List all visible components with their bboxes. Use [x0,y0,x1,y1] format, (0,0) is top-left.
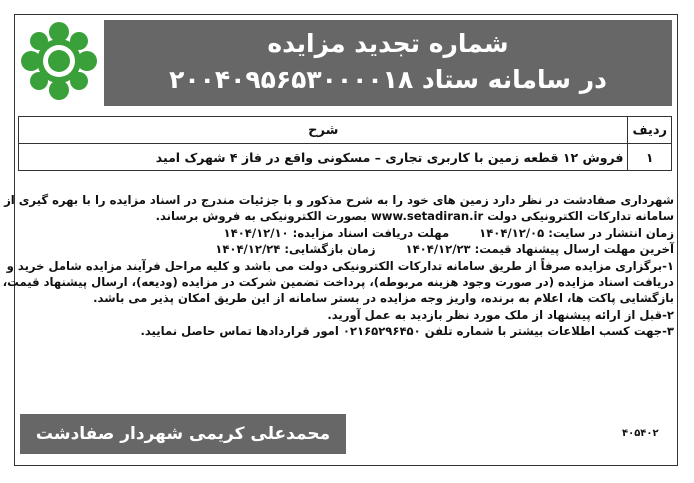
items-table [18,116,672,171]
publish-date: زمان انتشار در سایت: ۱۴۰۴/۱۲/۰۵ [479,225,674,240]
column-header-index: ردیف [628,117,672,144]
row-index: ۱ [628,144,672,171]
bid-deadline: آخرین مهلت ارسال پیشنهاد قیمت: ۱۴۰۴/۱۲/۲۳ [405,242,674,257]
row-description: فروش ۱۲ قطعه زمین با کاربری تجاری – مسکونی واقع در فاز ۴ شهرک امید [19,144,628,171]
note-3: ۳-جهت کسب اطلاعات بیشتر با شماره تلفن ۰۲۱۶۵۲۹۶۴۵۰ امور قراردادها تماس حاصل نمایید. [140,324,674,339]
table-header-row [19,117,672,144]
notice-code: ۴۰۵۴۰۲ [622,428,659,439]
title-banner [104,20,672,106]
dates-row-1 [20,225,674,241]
intro-line-1: شهرداری صفادشت در نظر دارد زمین های خود را به شرح مذکور و با جزئیات مندرج در اسناد مزایده را با بهره گیری از [4,193,674,207]
municipality-logo [18,18,100,104]
note-1-line-2: دریافت اسناد مزایده (در صورت وجود هزینه مربوطه)، پرداخت تضمین شرکت در مزایده (ودیعه)، ارسال پیشنهاد قیمت، [2,275,674,290]
column-header-description: شرح [19,117,628,144]
intro-line-2: سامانه تدارکات الکترونیکی دولت www.setadiran.ir بصورت الکترونیکی به فروش برساند. [155,209,674,224]
signature-banner: محمدعلی کریمی شهردار صفادشت [20,414,346,454]
note-2: ۲-قبل از ارائه پیشنهاد از ملک مورد نظر بازدید به عمل آورید. [327,307,674,322]
note-1-line-3: بازگشایی پاکت ها، اعلام به برنده، واریز وجه مزایده در بستر سامانه از این طریق امکان پذیر می باشد. [93,291,674,306]
dates-row-2 [20,241,674,257]
notice-body [2,192,674,340]
documents-deadline: مهلت دریافت اسناد مزایده: ۱۴۰۴/۱۲/۱۰ [223,225,450,240]
opening-date: زمان بازگشایی: ۱۴۰۴/۱۲/۲۴ [215,242,376,257]
table-row [19,144,672,171]
notice-title: شماره تجدید مزایده [267,29,509,58]
notice-subtitle: در سامانه ستاد ۲۰۰۴۰۹۵۶۵۳۰۰۰۰۱۸ [169,65,607,94]
note-1-line-1: ۱-برگزاری مزایده صرفاً از طریق سامانه تدارکات الکترونیکی دولت می باشد و کلیه مراحل فرآیند مزایده شامل خرید و [6,258,674,273]
